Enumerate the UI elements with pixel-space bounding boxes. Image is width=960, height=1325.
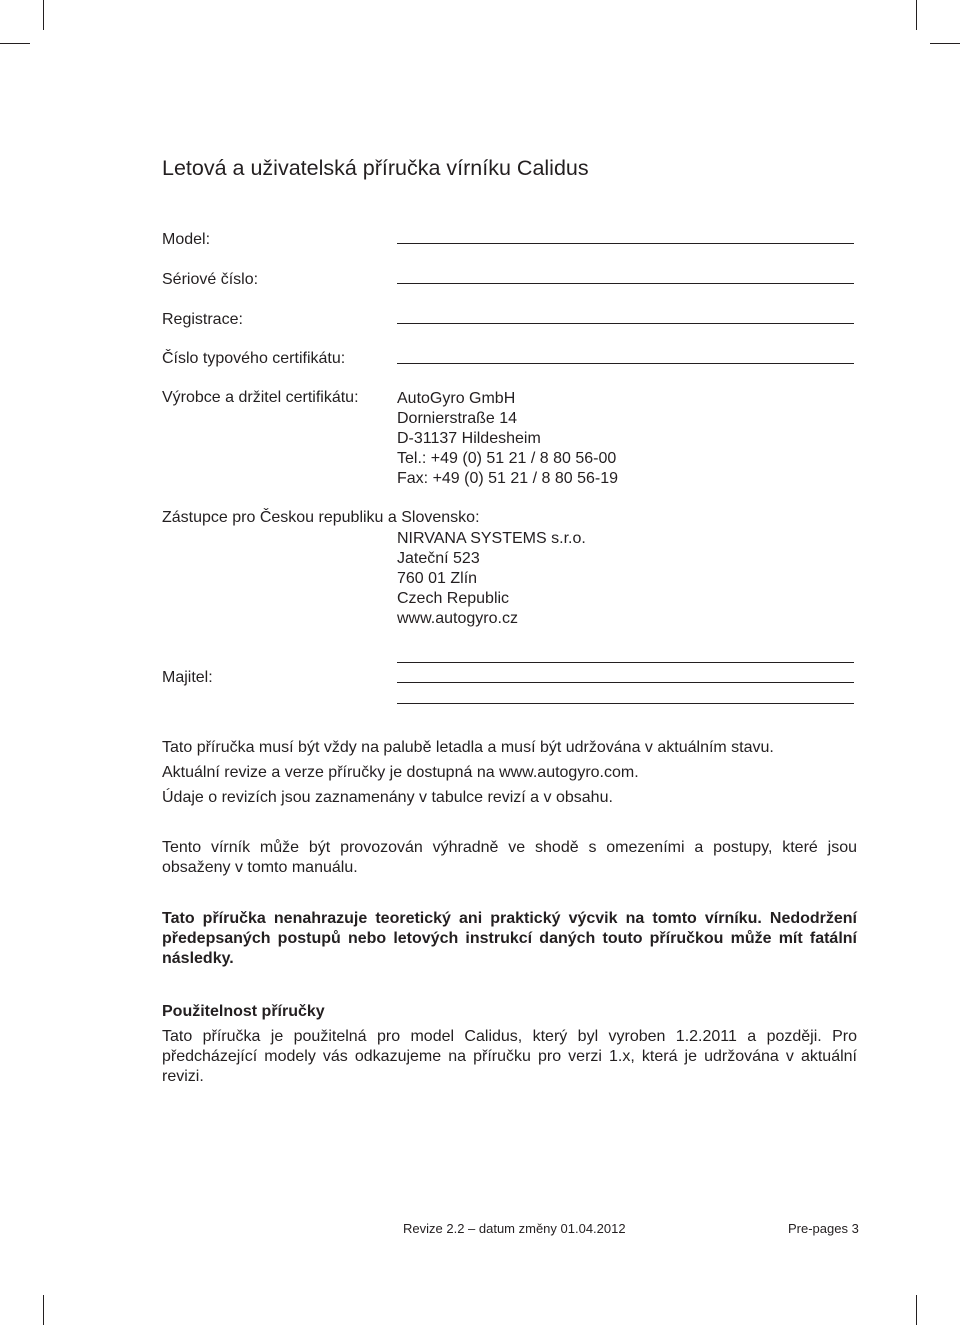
address-line: D-31137 Hildesheim (397, 430, 541, 447)
footer-revision: Revize 2.2 – datum změny 01.04.2012 (403, 1221, 626, 1236)
owner-label: Majitel: (162, 669, 213, 686)
address-line: NIRVANA SYSTEMS s.r.o. (397, 530, 586, 547)
type-certificate-field-line[interactable] (397, 363, 854, 364)
warning-note: Tato příručka nenahrazuje teoretický ani praktický výcvik na tomto vírníku. Nedodržení předepsaných postupů nebo letových instrukcí daných touto příručkou může mít fatální následky. (162, 910, 857, 967)
note-line: Tato příručka musí být vždy na palubě letadla a musí být udržována v aktuálním stavu. (162, 739, 774, 756)
address-line: Tel.: +49 (0) 51 21 / 8 80 56-00 (397, 450, 617, 467)
serial-label: Sériové číslo: (162, 271, 259, 288)
registration-field-line[interactable] (397, 323, 854, 324)
address-line: Jateční 523 (397, 550, 480, 567)
address-line: Fax: +49 (0) 51 21 / 8 80 56-19 (397, 470, 619, 487)
model-field-line[interactable] (397, 243, 854, 244)
manufacturer-address (397, 389, 618, 489)
address-line: Czech Republic (397, 590, 510, 607)
owner-field-line[interactable] (397, 662, 854, 663)
note-line: Údaje o revizích jsou zaznamenány v tabulce revizí a v obsahu. (162, 789, 613, 806)
owner-field-line[interactable] (397, 682, 854, 683)
crop-mark (930, 43, 960, 44)
crop-mark (916, 1295, 917, 1325)
operation-note: Tento vírník může být provozován výhradně ve shodě s omezeními a postupy, které jsou obsaženy v tomto manuálu. (162, 839, 857, 876)
manufacturer-label: Výrobce a držitel certifikátu: (162, 389, 359, 406)
registration-label: Registrace: (162, 311, 243, 328)
notes-block (162, 735, 857, 810)
crop-mark (43, 1295, 44, 1325)
usability-heading: Použitelnost příručky (162, 1003, 325, 1020)
page-title: Letová a uživatelská příručka vírníku Calidus (162, 156, 589, 180)
usability-text: Tato příručka je použitelná pro model Calidus, který byl vyroben 1.2.2011 a později. Pro předcházející modely vás odkazujeme na příručku pro verzi 1.x, která je udržována v aktuální revizi. (162, 1028, 857, 1085)
serial-field-line[interactable] (397, 283, 854, 284)
footer-page-number: Pre-pages 3 (788, 1221, 859, 1236)
representative-label: Zástupce pro Českou republiku a Slovensko: (162, 509, 480, 526)
model-label: Model: (162, 231, 211, 248)
crop-mark (43, 0, 44, 30)
owner-field-line[interactable] (397, 703, 854, 704)
representative-address (397, 529, 586, 629)
note-line: Aktuální revize a verze příručky je dostupná na www.autogyro.com. (162, 764, 639, 781)
website-link[interactable]: www.autogyro.cz (397, 610, 518, 627)
address-line: AutoGyro GmbH (397, 390, 516, 407)
crop-mark (0, 43, 30, 44)
address-line: 760 01 Zlín (397, 570, 478, 587)
crop-mark (916, 0, 917, 30)
type-certificate-label: Číslo typového certifikátu: (162, 350, 346, 367)
address-line: Dornierstraße 14 (397, 410, 518, 427)
